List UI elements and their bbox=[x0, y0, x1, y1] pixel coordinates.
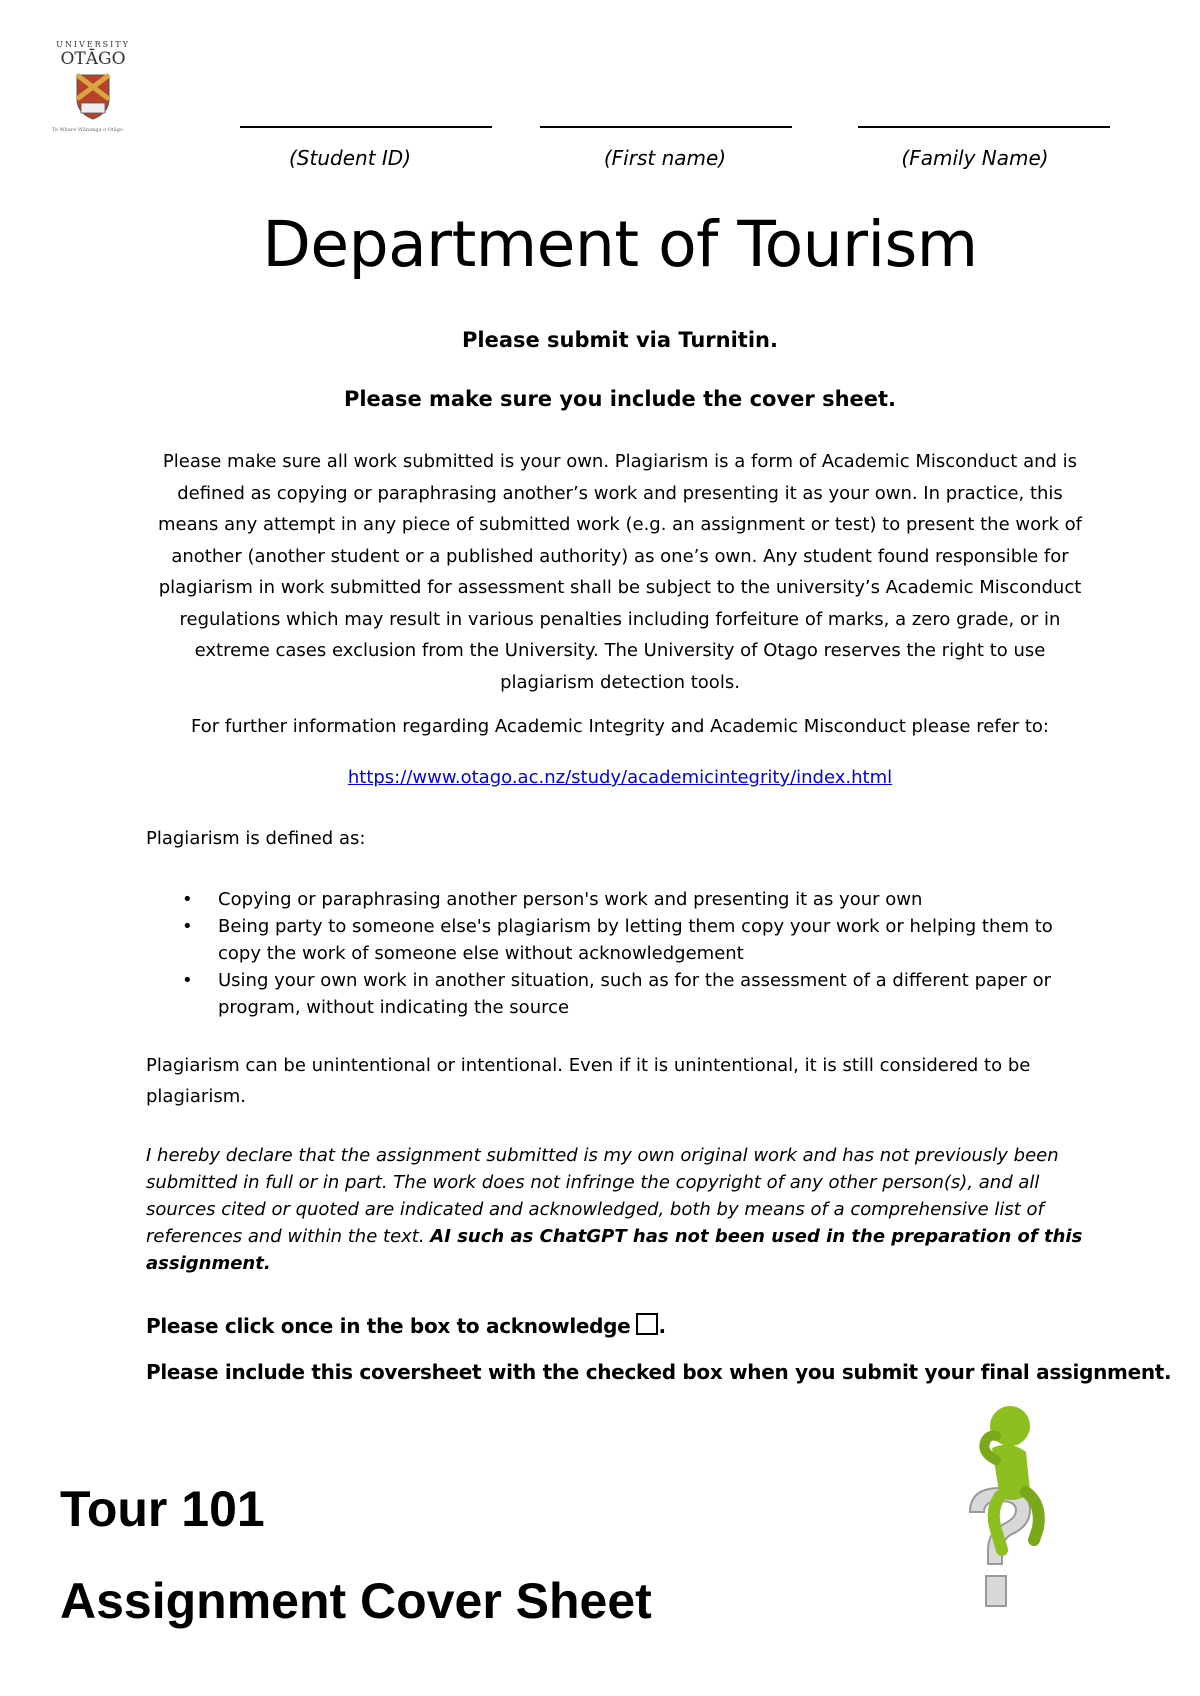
declaration-text: I hereby declare that the assignment submitted is my own original work and has not previously been submitted in full or in part. The work does not infringe the copyright of any other person(s), and all sources cited or quoted are indicated and acknowledged, both by means of a comprehensive list of references and within the text. bbox=[146, 1145, 1059, 1247]
student-id-line bbox=[240, 126, 492, 128]
logo-otago-text: OTĀGO bbox=[60, 49, 126, 69]
first-name-line bbox=[540, 126, 792, 128]
sheet-title: Assignment Cover Sheet bbox=[60, 1573, 652, 1629]
acknowledge-checkbox[interactable] bbox=[636, 1313, 658, 1335]
list-item bbox=[146, 967, 1086, 1021]
department-title: Department of Tourism bbox=[262, 208, 978, 281]
course-code: Tour 101 bbox=[60, 1481, 265, 1537]
acknowledge-suffix: . bbox=[658, 1314, 666, 1338]
acknowledge-row bbox=[146, 1313, 666, 1338]
include-note: Please include this coversheet with the checked box when you submit your final assignment. bbox=[146, 1360, 1172, 1384]
thinking-figure-icon bbox=[930, 1400, 1070, 1620]
submit-instruction: Please submit via Turnitin. bbox=[462, 328, 778, 352]
list-item-text: Using your own work in another situation, such as for the assessment of a different paper or program, without indicating the source bbox=[218, 970, 1052, 1018]
crest-icon bbox=[75, 73, 111, 121]
logo-university-text: UNIVERSITY bbox=[56, 40, 130, 49]
declaration-ai-text: AI such as ChatGPT has not been used in the preparation of this assignment. bbox=[146, 1226, 1083, 1274]
plagiarism-definition-list bbox=[146, 886, 1086, 1021]
first-name-label: (First name) bbox=[603, 146, 727, 170]
cover-sheet-instruction: Please make sure you include the cover sheet. bbox=[343, 387, 897, 411]
list-item bbox=[146, 886, 1086, 913]
further-info-text: For further information regarding Academic Integrity and Academic Misconduct please refer to: bbox=[191, 716, 1049, 737]
list-item-text: Being party to someone else's plagiarism by letting them copy your work or helping them to copy the work of someone else without acknowledgement bbox=[218, 916, 1053, 964]
bullet-icon: • bbox=[182, 970, 193, 991]
list-item bbox=[146, 913, 1086, 967]
unintentional-text: Plagiarism can be unintentional or intentional. Even if it is unintentional, it is still considered to be plagiarism. bbox=[146, 1055, 1031, 1107]
acknowledge-label: Please click once in the box to acknowledge bbox=[146, 1314, 631, 1338]
bullet-icon: • bbox=[182, 889, 193, 910]
defined-as-text: Plagiarism is defined as: bbox=[146, 828, 366, 849]
academic-integrity-link[interactable]: https://www.otago.ac.nz/study/academicintegrity/index.html bbox=[347, 767, 893, 788]
student-id-label: (Student ID) bbox=[289, 146, 411, 170]
plagiarism-paragraph: Please make sure all work submitted is your own. Plagiarism is a form of Academic Misconduct and is defined as copying or paraphrasing another’s work and presenting it as your own. In practice, this means any attempt in any piece of submitted work (e.g. an assignment or test) to present the work of another (another student or a published authority) as one’s own. Any student found responsible for plagiarism in work submitted for assessment shall be subject to the university’s Academic Misconduct regulations which may result in various penalties including forfeiture of marks, a zero grade, or in extreme cases exclusion from the University. The University of Otago reserves the right to use plagiarism detection tools. bbox=[157, 451, 1083, 693]
logo-motto: Te Whare Wānanga o Otāgo bbox=[52, 127, 123, 133]
university-logo bbox=[52, 40, 134, 160]
family-name-label: (Family Name) bbox=[901, 146, 1049, 170]
bullet-icon: • bbox=[182, 916, 193, 937]
list-item-text: Copying or paraphrasing another person's work and presenting it as your own bbox=[218, 889, 923, 910]
family-name-line bbox=[858, 126, 1110, 128]
declaration bbox=[146, 1142, 1086, 1277]
